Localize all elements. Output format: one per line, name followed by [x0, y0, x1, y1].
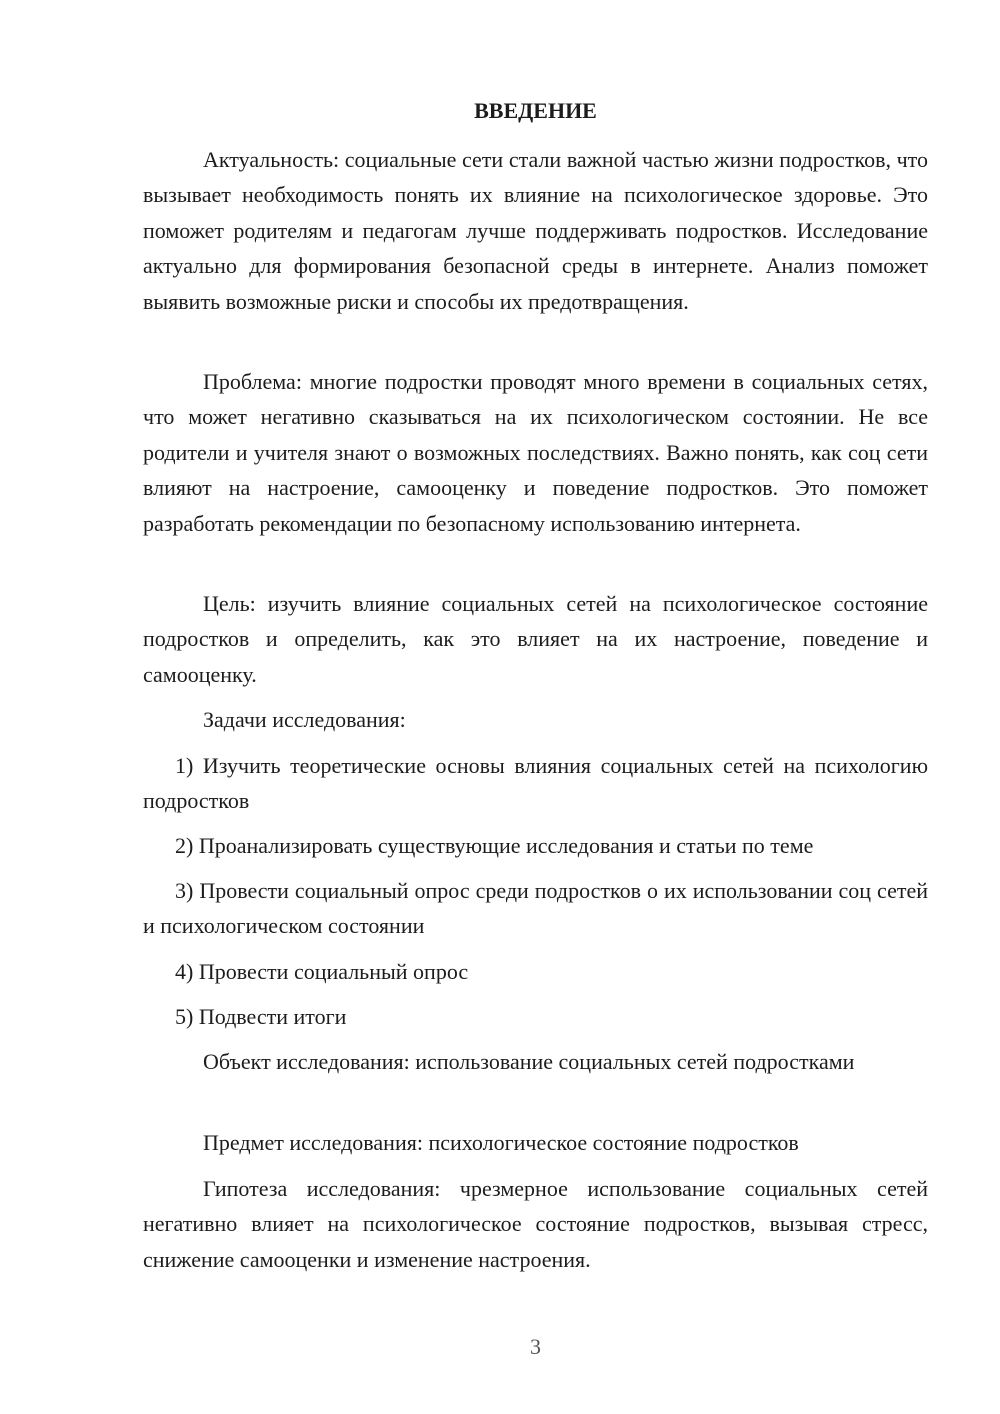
relevance-paragraph: Актуальность: социальные сети стали важной частью жизни подростков, что вызывает необходимость понять их влияние на психологическое здоровье. Это поможет родителям и педагогам лучше поддерживать подростков. Исследование актуально для формирования безопасной среды в интернете. Анализ поможет выявить возможные риски и способы их предотвращения. — [143, 147, 928, 314]
tasks-title: Задачи исследования: — [203, 707, 406, 732]
task-item-3: 3) Провести социальный опрос среди подростков о их использовании соц сетей и психологическом состоянии — [143, 878, 928, 939]
hypothesis-paragraph: Гипотеза исследования: чрезмерное использование социальных сетей негативно влияет на психологическое состояние подростков, вызывая стресс, снижение самооценки и изменение настроения. — [143, 1176, 928, 1272]
task-item-2: 2) Проанализировать существующие исследования и статьи по теме — [175, 833, 814, 858]
task-item-5: 5) Подвести итоги — [175, 1004, 347, 1029]
goal-paragraph: Цель: изучить влияние социальных сетей на психологическое состояние подростков и определить, как это влияет на их настроение, поведение и самооценку. — [143, 591, 928, 687]
task-item-4: 4) Провести социальный опрос — [175, 959, 469, 984]
task-item-1: 1) Изучить теоретические основы влияния социальных сетей на психологию подростков — [143, 753, 928, 814]
section-heading: ВВЕДЕНИЕ — [474, 98, 597, 123]
page-number: 3 — [530, 1334, 541, 1359]
subject-paragraph: Предмет исследования: психологическое состояние подростков — [203, 1130, 799, 1155]
problem-paragraph: Проблема: многие подростки проводят много времени в социальных сетях, что может негативно сказываться на их психологическом состоянии. Не все родители и учителя знают о возможных последствиях. Важно понять, как соц сети влияют на настроение, самооценку и поведение подростков. Это поможет разработать рекомендации по безопасному использованию интернета. — [143, 369, 928, 536]
object-paragraph: Объект исследования: использование социальных сетей подростками — [203, 1049, 855, 1074]
